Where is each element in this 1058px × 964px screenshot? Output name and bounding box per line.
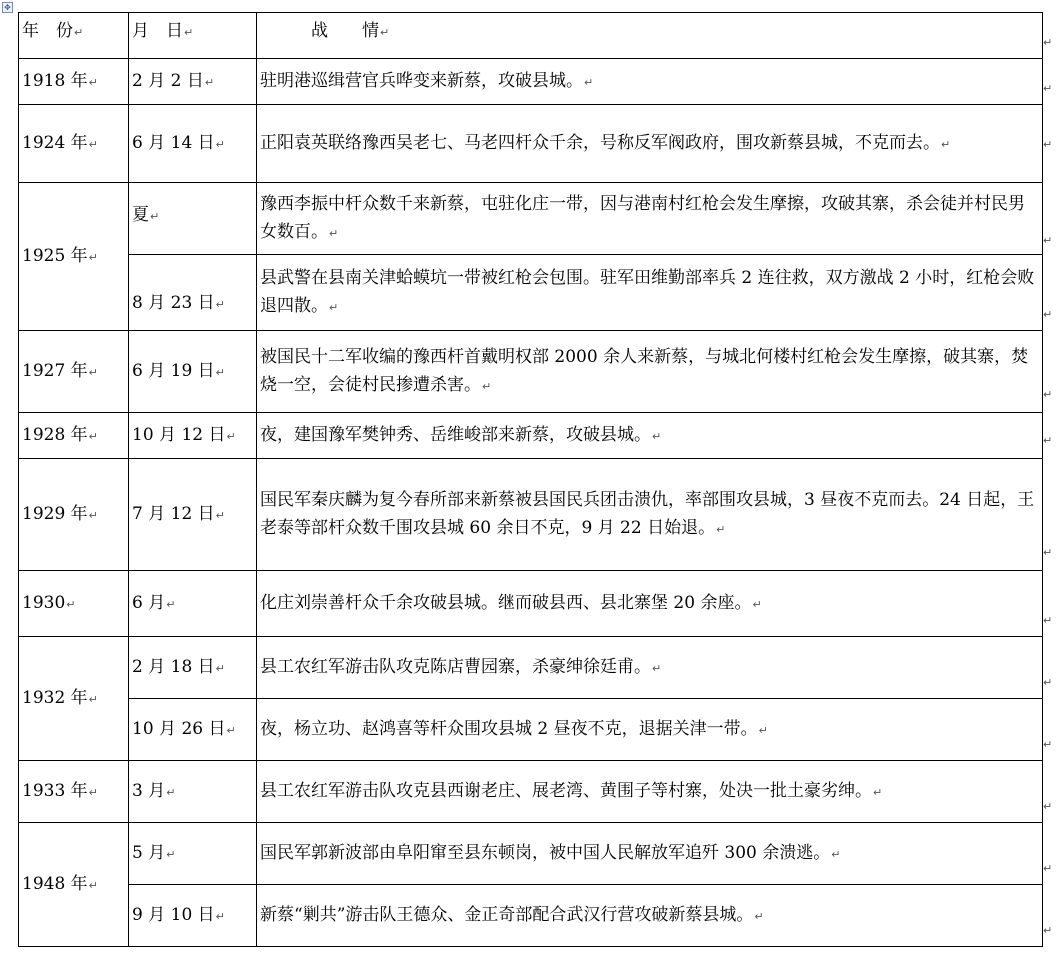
row-end-mark-icon: ↵ bbox=[1043, 388, 1053, 401]
event-cell: 驻明港巡缉营官兵哗变来新蔡，攻破县城。↵ bbox=[257, 59, 1043, 105]
year-cell: 1933 年↵ bbox=[19, 761, 129, 823]
row-end-mark-icon: ↵ bbox=[1043, 138, 1053, 151]
year-cell: 1929 年↵ bbox=[19, 459, 129, 571]
table-row bbox=[19, 413, 1043, 459]
table-row bbox=[19, 885, 1043, 947]
row-end-mark-icon: ↵ bbox=[1043, 234, 1053, 247]
row-end-mark-icon: ↵ bbox=[1043, 434, 1053, 447]
row-end-mark-icon: ↵ bbox=[1043, 36, 1053, 49]
date-cell: 夏↵ bbox=[129, 183, 257, 255]
header-year: 年 份↵ bbox=[19, 13, 129, 59]
event-cell: 县武警在县南关津蛤蟆坑一带被红枪会包围。驻军田维勤部率兵 2 连往救，双方激战 2 小时，红枪会败退四散。↵ bbox=[257, 255, 1043, 331]
event-cell: 国民军郭新波部由阜阳窜至县东顿岗，被中国人民解放军追歼 300 余溃逃。↵ bbox=[257, 823, 1043, 885]
date-cell: 9 月 10 日↵ bbox=[129, 885, 257, 947]
row-end-mark-icon: ↵ bbox=[1043, 738, 1053, 751]
event-cell: 新蔡“剿共”游击队王德众、金正奇部配合武汉行营攻破新蔡县城。↵ bbox=[257, 885, 1043, 947]
table-row bbox=[19, 331, 1043, 413]
date-cell: 5 月↵ bbox=[129, 823, 257, 885]
date-cell: 2 月 2 日↵ bbox=[129, 59, 257, 105]
row-end-mark-icon: ↵ bbox=[1043, 308, 1053, 321]
row-end-mark-icon: ↵ bbox=[1043, 800, 1053, 813]
date-cell: 8 月 23 日↵ bbox=[129, 255, 257, 331]
event-cell: 化庄刘崇善杆众千余攻破县城。继而破县西、县北寨堡 20 余座。↵ bbox=[257, 571, 1043, 637]
event-cell: 正阳袁英联络豫西吴老七、马老四杆众千余，号称反军阀政府，围攻新蔡县城，不克而去。↵ bbox=[257, 105, 1043, 183]
header-event: 战 情↵ bbox=[257, 13, 1043, 59]
table-row bbox=[19, 255, 1043, 331]
year-cell: 1932 年↵ bbox=[19, 637, 129, 761]
date-cell: 6 月 19 日↵ bbox=[129, 331, 257, 413]
table-row bbox=[19, 105, 1043, 183]
table-row bbox=[19, 823, 1043, 885]
date-cell: 6 月↵ bbox=[129, 571, 257, 637]
year-cell: 1924 年↵ bbox=[19, 105, 129, 183]
year-cell: 1948 年↵ bbox=[19, 823, 129, 947]
table-header-row bbox=[19, 13, 1043, 59]
year-cell: 1930↵ bbox=[19, 571, 129, 637]
year-cell: 1918 年↵ bbox=[19, 59, 129, 105]
event-cell: 夜，建国豫军樊钟秀、岳维峻部来新蔡，攻破县城。↵ bbox=[257, 413, 1043, 459]
row-end-mark-icon: ↵ bbox=[1043, 614, 1053, 627]
date-cell: 3 月↵ bbox=[129, 761, 257, 823]
event-cell: 国民军秦庆麟为复今春所部来新蔡被县国民兵团击溃仇，率部围攻县城，3 昼夜不克而去。24 日起，王老泰等部杆众数千围攻县城 60 余日不克，9 月 22 日始退。↵ bbox=[257, 459, 1043, 571]
event-cell: 被国民十二军收编的豫西杆首戴明权部 2000 余人来新蔡，与城北何楼村红枪会发生摩擦，破其寨，焚烧一空，会徒村民掺遭杀害。↵ bbox=[257, 331, 1043, 413]
row-end-mark-icon: ↵ bbox=[1043, 676, 1053, 689]
table-row bbox=[19, 699, 1043, 761]
year-cell: 1925 年↵ bbox=[19, 183, 129, 331]
event-cell: 县工农红军游击队攻克县西谢老庄、展老湾、黄围子等村寨，处决一批土豪劣绅。↵ bbox=[257, 761, 1043, 823]
row-end-mark-icon: ↵ bbox=[1043, 862, 1053, 875]
table-row bbox=[19, 571, 1043, 637]
row-end-mark-icon: ↵ bbox=[1043, 82, 1053, 95]
event-cell: 县工农红军游击队攻克陈店曹园寨，杀豪绅徐廷甫。↵ bbox=[257, 637, 1043, 699]
row-end-mark-icon: ↵ bbox=[1043, 546, 1053, 559]
header-date: 月 日↵ bbox=[129, 13, 257, 59]
date-cell: 7 月 12 日↵ bbox=[129, 459, 257, 571]
table-move-handle-icon[interactable]: ✥ bbox=[2, 2, 13, 13]
event-cell: 豫西李振中杆众数千来新蔡，屯驻化庄一带，因与港南村红枪会发生摩擦，攻破其寨，杀会徒并村民男女数百。↵ bbox=[257, 183, 1043, 255]
table-row bbox=[19, 59, 1043, 105]
date-cell: 2 月 18 日↵ bbox=[129, 637, 257, 699]
event-cell: 夜，杨立功、赵鸿喜等杆众围攻县城 2 昼夜不克，退据关津一带。↵ bbox=[257, 699, 1043, 761]
table-row bbox=[19, 459, 1043, 571]
battle-events-table bbox=[18, 12, 1043, 947]
date-cell: 6 月 14 日↵ bbox=[129, 105, 257, 183]
year-cell: 1927 年↵ bbox=[19, 331, 129, 413]
table-row bbox=[19, 183, 1043, 255]
table-row bbox=[19, 761, 1043, 823]
date-cell: 10 月 12 日↵ bbox=[129, 413, 257, 459]
table-row bbox=[19, 637, 1043, 699]
year-cell: 1928 年↵ bbox=[19, 413, 129, 459]
row-end-mark-icon: ↵ bbox=[1043, 924, 1053, 937]
date-cell: 10 月 26 日↵ bbox=[129, 699, 257, 761]
